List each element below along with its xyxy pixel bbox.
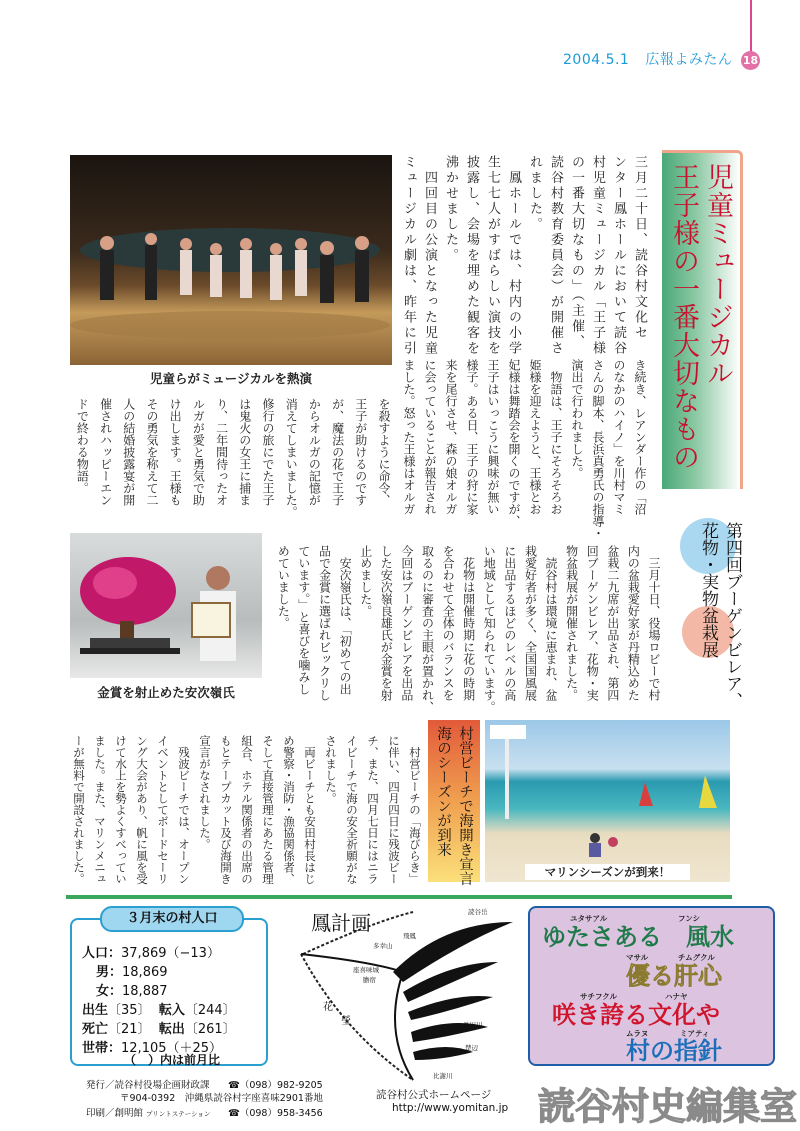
ruby: ムラヌ (626, 1029, 649, 1038)
headline-line-2: 王子様の一番大切なもの (668, 163, 699, 471)
bonsai-body (272, 545, 664, 713)
text-column: 栽愛好者が多く、全国国風展 (523, 545, 538, 701)
homepage-url[interactable]: http://www.yomitan.jp (392, 1102, 509, 1114)
beach-photo-caption: マリンシーズンが到来！ (525, 864, 690, 880)
text-column: 村営ビーチの「海びらき」 (408, 735, 422, 885)
text-column: 花物は開催時期に花の時期 (461, 545, 476, 701)
text-column: ミュージカル劇は、昨年に引 (401, 155, 416, 357)
beach-body (68, 735, 425, 885)
text-column: ドで終わる物語。 (75, 398, 90, 494)
ruby: ミアティ (680, 1029, 710, 1038)
text-column: 王子が助けるのです (353, 398, 368, 506)
text-column: 消えてしまいました。 (284, 398, 299, 518)
population-box (70, 918, 268, 1066)
text-column: き続き、レアンダー作の「沼 (633, 359, 647, 515)
text-column: め警察・消防・漁協関係者、 (282, 735, 296, 885)
beach-headline-box (428, 720, 480, 886)
bonsai-photo-caption: 金賞を射止めた安次嶺氏 (97, 685, 235, 700)
text-column: した安次嶺良雄氏が金賞を射 (379, 545, 394, 701)
text-column: 沸かせました。 (443, 155, 458, 264)
page-header (563, 49, 748, 69)
text-column: その勇気を称えて二 (144, 398, 159, 506)
text-column: ーが無料で開設されました。 (72, 735, 86, 885)
move-out: 〔261〕 (184, 1022, 236, 1037)
map-title: 鳳計画 (311, 911, 371, 935)
headline-line-1: 第四回ブーゲンビレア、 (722, 522, 742, 709)
population-male-row: 男：18,869 (96, 965, 168, 980)
text-column: を殺すように命令、 (377, 398, 391, 506)
text-column: い地域として知られています。 (482, 545, 497, 713)
text-column: けて水上を勢よくすべってい (114, 735, 128, 885)
map-label: 膽宿 (363, 976, 376, 984)
page-edge-line (750, 0, 752, 52)
text-column: ング大会があり、帆に風を受 (135, 735, 149, 885)
text-column: 回ブーゲンビレア、花物・実 (585, 545, 600, 701)
publisher-address: 〒904-0392 沖縄県読谷村字座喜味2901番地 (120, 1093, 323, 1104)
issue-date: 2004.5.1 (563, 52, 630, 68)
headline-line-2: 花物・実物盆栽展 (698, 522, 718, 658)
text-column: 姫様を迎えようと、王様とお (528, 359, 542, 515)
text-column: が、魔法の花で王子 (330, 398, 345, 506)
text-column: 四回目の公演となった児童 (422, 155, 437, 357)
population-total-row: 人口：37,869（−13） (82, 946, 220, 961)
ruby: ハナヤ (665, 992, 688, 1001)
text-column: ました。また、マリンメニュ (93, 735, 107, 885)
text-column: 取るのに審査の主眼が置かれ、 (420, 545, 435, 713)
ruby: マサル (626, 953, 649, 962)
text-column: に伴い、四月四日に残波ビー (387, 735, 401, 885)
text-column: 安次嶺氏は、「初めての出 (338, 545, 353, 695)
map-label: 座喜味城 (353, 966, 379, 974)
headline-line-1: 村営ビーチで海開き宣言 (457, 726, 473, 886)
births-moves-row: 出生〔35〕 転入〔244〕 (82, 1003, 236, 1018)
population-total: 37,869（−13） (121, 946, 220, 961)
text-column: れました。 (527, 155, 542, 233)
homepage-label: 読谷村公式ホームページ (376, 1089, 492, 1101)
text-column: されました。 (324, 735, 338, 804)
text-column: 催されハッピーエン (98, 398, 113, 506)
map-label: 飛鳳 (403, 932, 416, 940)
map-label: 楚辺 (465, 1044, 478, 1052)
text-column: ました。怒った王様はオルガ (402, 359, 416, 515)
text-column: 物盆栽展が開催されました。 (564, 545, 579, 701)
text-column: 王子はいっこうに興味が無い (486, 359, 500, 515)
map-label: 花 (323, 1002, 333, 1013)
map-label: 読谷岳 (468, 908, 488, 916)
text-column: 読谷村は環境に恵まれ、盆 (544, 545, 559, 701)
text-column: イビーチで海の安全祈願がな (345, 735, 359, 885)
publication-name: 広報よみたん (645, 52, 733, 68)
printer-phone: ☎（098）958-3456 (228, 1108, 323, 1119)
bonsai-and-winner-illustration (70, 533, 262, 678)
text-column: は鬼火の女王に捕ま (237, 398, 252, 506)
text-column: 人の結婚披露宴が開 (121, 398, 136, 506)
text-column: り、二年間待ったオ (214, 398, 229, 506)
printer: 印刷／創明館 プリントステーション (86, 1108, 211, 1119)
text-column: のなかのハイノ」を川村マミ (612, 359, 626, 515)
phoenix-wings (393, 922, 513, 1060)
text-column: に会っていることが報告され (423, 359, 437, 515)
bonsai-award-photo (70, 533, 262, 678)
stage-performers-illustration (70, 155, 392, 365)
text-column: ンター鳳ホールにおいて読谷 (611, 155, 626, 357)
motto-line-4: 村の指針 (626, 1036, 722, 1065)
text-column: 鳳ホールでは、村内の小学 (506, 155, 521, 357)
births: 〔35〕 (108, 1003, 151, 1018)
musical-body-part-2 (398, 359, 650, 539)
text-column: 内の盆栽愛好家が丹精込めた (626, 545, 641, 701)
text-column: 村児童ミュージカル「王子様 (590, 155, 605, 357)
move-in: 〔244〕 (184, 1003, 236, 1018)
bonsai-headline-box (676, 518, 748, 718)
text-column: の一番大切なもの」（主催、 (569, 155, 584, 350)
text-column: 組合、ホテル関係者の出席の (240, 735, 254, 885)
text-column: 修行の旅にでた王子 (260, 398, 275, 506)
text-column: 残波ビーチでは、オープン (177, 735, 191, 885)
beach-photo (485, 720, 730, 882)
population-title: ３月末の村人口 (100, 906, 244, 932)
text-column: 今回はブーゲンビレアを出品 (399, 545, 414, 701)
musical-stage-photo (70, 155, 392, 365)
printer-subtitle: プリントステーション (146, 1110, 211, 1118)
text-column: を合わせて全体のバランスを (441, 545, 456, 701)
motto-line-3: 咲き誇る文化や (552, 1000, 720, 1029)
headline-line-2: 海のシーズンが到来 (435, 726, 451, 857)
publisher: 発行／読谷村役場企画財政課 (86, 1080, 210, 1091)
text-column: 物語は、王子にそろそろお (549, 359, 563, 515)
ruby: フンシ (678, 914, 701, 923)
text-column: 生七七人がすばらしい演技を (485, 155, 500, 357)
text-column: 両ビーチとも安田村長はじ (303, 735, 317, 885)
text-column: 様子。ある日、王子の狩に家 (465, 359, 479, 515)
text-column: 妃様は舞踏会を開くのですが、 (507, 359, 521, 527)
text-column: 読谷村教育委員会）が開催さ (548, 155, 563, 357)
beach-scene-illustration (485, 720, 730, 882)
households-row: 世帯：12,105（＋25） (82, 1041, 223, 1056)
text-column: 止めました。 (358, 545, 373, 617)
text-column: 披露し、会場を埋めた観客を (464, 155, 479, 357)
musical-headline (666, 163, 734, 471)
text-column: 三月十日、役場ロビーで村 (647, 545, 661, 701)
motto-line-2: 優る肝心 (626, 961, 722, 990)
population-female-row: 女：18,887 (96, 984, 168, 999)
text-column: もとテープカット及び海開き (219, 735, 233, 885)
map-label: 長田川 (463, 1021, 483, 1029)
text-column: イベントとしてボードセーリ (156, 735, 170, 885)
deaths: 〔21〕 (108, 1022, 151, 1037)
text-column: 三月二十日、読谷村文化セ (632, 155, 647, 341)
text-column: そして直接管理にあたる管理 (261, 735, 275, 885)
text-column: さんの脚本、長浜真勇氏の指導・ (591, 359, 605, 539)
map-label: 多幸山 (373, 942, 393, 950)
deaths-moves-row: 死亡〔21〕 転出〔261〕 (82, 1022, 236, 1037)
text-column: めていました。 (276, 545, 291, 629)
ruby: ユタサアル (570, 914, 608, 923)
text-column: 演出で行われました。 (570, 359, 584, 479)
section-divider (66, 895, 732, 899)
text-column: ています。」と喜びを噛みし (296, 545, 311, 695)
musical-body-part-3 (70, 398, 395, 518)
population-note: （ ）内は前月比 (124, 1053, 221, 1067)
population-female: 18,887 (122, 984, 168, 999)
phoenix-plan-map (283, 902, 523, 1082)
text-column: 品で金賞に選ばれビックリし (317, 545, 332, 701)
text-column: チ、また、四月七日にはニラ (366, 735, 380, 885)
text-column: け出します。王様も (168, 398, 183, 506)
headline-line-1: 児童ミュージカル (702, 163, 733, 387)
archive-watermark: 読谷村史編集室 (538, 1085, 797, 1128)
publisher-phone: ☎（098）982-9205 (228, 1080, 323, 1091)
ruby: チムグクル (678, 953, 715, 962)
musical-headline-box (662, 150, 743, 489)
text-column: からオルガの記憶が (307, 398, 322, 506)
village-motto-box (528, 906, 775, 1066)
text-column: 来を尾行させ、森の娘オルガ (444, 359, 458, 515)
beach-headline (432, 726, 476, 886)
text-column: ルガが愛と勇気で助 (191, 398, 206, 506)
text-column: 盆栽二九席が出品され、第四 (605, 545, 620, 701)
text-column: 宣言がなされました。 (198, 735, 212, 850)
households: 12,105（＋25） (121, 1041, 223, 1056)
motto-line-1: ゆたさある 風水 (542, 922, 734, 951)
musical-photo-caption: 児童らがミュージカルを熱演 (149, 371, 312, 386)
ruby: サチフクル (580, 992, 618, 1001)
map-label: 比謝川 (433, 1072, 453, 1080)
text-column: に出品するほどのレベルの高 (502, 545, 517, 701)
musical-body-part-1 (398, 155, 650, 357)
bonsai-headline (696, 522, 744, 709)
population-male: 18,869 (122, 965, 168, 980)
map-label: 瑩 (341, 1016, 351, 1027)
page-number: 18 (741, 51, 760, 70)
